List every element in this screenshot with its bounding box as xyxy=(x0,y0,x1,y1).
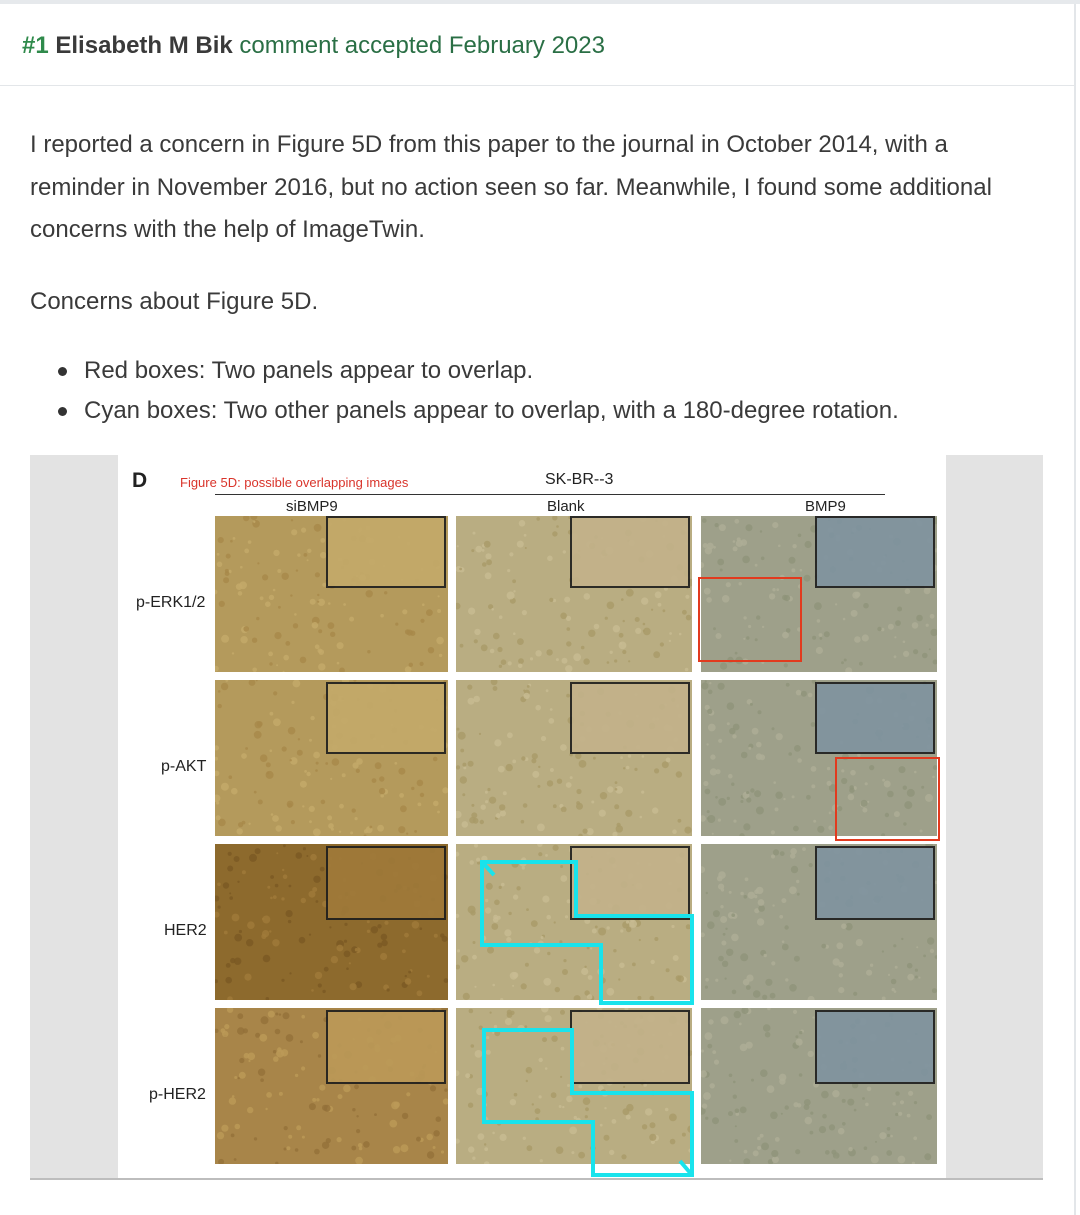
row-label-p-erk: p-ERK1/2 xyxy=(136,594,206,611)
comment-status: comment accepted February 2023 xyxy=(239,32,605,59)
cyan-box-her2-blank xyxy=(482,862,692,1003)
cell-line-label: SK-BR--3 xyxy=(545,471,614,488)
column-label-blank: Blank xyxy=(547,498,585,515)
row-label-p-akt: p-AKT xyxy=(161,758,207,775)
figure-image-frame[interactable] xyxy=(30,455,1043,1178)
figure-caption: Figure 5D: possible overlapping images xyxy=(180,475,409,490)
cyan-box-p-her2-blank xyxy=(484,1030,692,1175)
cyan-overlap-outline xyxy=(118,455,946,1178)
row-label-p-her2: p-HER2 xyxy=(149,1086,206,1103)
figure-bottom-rule xyxy=(30,1178,1043,1180)
list-item xyxy=(58,351,899,391)
comment-header-text xyxy=(22,30,605,62)
column-label-bmp9: BMP9 xyxy=(805,498,846,515)
bullet-icon xyxy=(58,407,67,416)
column-label-sibmp9: siBMP9 xyxy=(286,498,338,515)
bullet-icon xyxy=(58,367,67,376)
figure-5d-image xyxy=(118,455,946,1178)
row-label-her2: HER2 xyxy=(164,922,207,939)
comment-author[interactable]: Elisabeth M Bik xyxy=(55,32,233,59)
list-item xyxy=(58,391,899,431)
concern-list xyxy=(58,351,899,431)
comment-paragraph-1: I reported a concern in Figure 5D from this paper to the journal in October 2014, with a reminder in November 2016, but no action seen so far. Meanwhile, I found some additional concerns with the help of ImageTwin. xyxy=(30,131,992,243)
comment-number[interactable]: #1 xyxy=(22,32,49,59)
comment-header xyxy=(0,4,1076,86)
bullet-text-red: Red boxes: Two panels appear to overlap. xyxy=(84,357,534,384)
bullet-text-cyan: Cyan boxes: Two other panels appear to overlap, with a 180-degree rotation. xyxy=(84,397,899,424)
panel-letter: D xyxy=(132,469,148,492)
comment-paragraph-2: Concerns about Figure 5D. xyxy=(30,288,319,315)
